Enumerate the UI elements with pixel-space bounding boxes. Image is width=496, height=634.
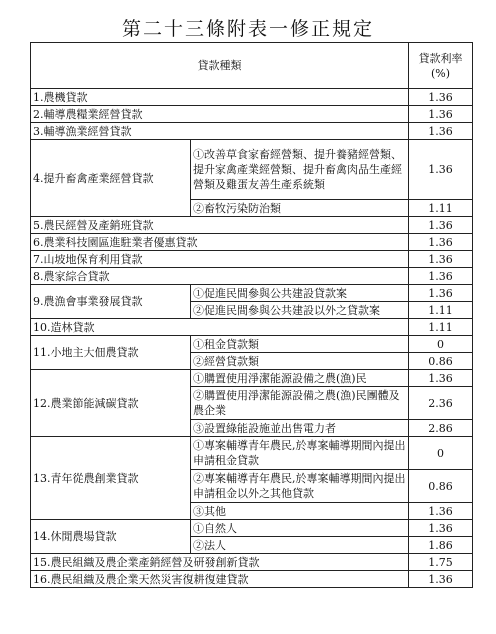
loan-type-name: 7.山坡地保育利用貸款 bbox=[31, 251, 409, 268]
loan-subtype-label: ①購置使用淨潔能源設備之農(漁)民 bbox=[191, 370, 409, 387]
loan-rate-value: 0 bbox=[409, 437, 473, 470]
loan-subtype-label: ②法人 bbox=[191, 537, 409, 554]
loan-rate-value: 1.11 bbox=[409, 302, 473, 319]
loan-type-name: 16.農民組織及農企業天然災害復耕復建貸款 bbox=[31, 571, 409, 588]
loan-subtype-label: ①租金貸款類 bbox=[191, 336, 409, 353]
loan-rate-value: 1.36 bbox=[409, 251, 473, 268]
loan-subtype-label: ③設置綠能設施並出售電力者 bbox=[191, 420, 409, 437]
table-row bbox=[31, 336, 473, 353]
loan-type-name: 12.農業節能減碳貸款 bbox=[31, 370, 191, 437]
loan-subtype-label: ①促進民間參與公共建設貸款案 bbox=[191, 285, 409, 302]
loan-rate-value: 1.11 bbox=[409, 319, 473, 336]
table-row bbox=[31, 140, 473, 200]
loan-subtype-label: ③其他 bbox=[191, 503, 409, 520]
loan-type-name: 5.農民經營及產銷班貸款 bbox=[31, 217, 409, 234]
table-row bbox=[31, 319, 473, 336]
loan-rate-value: 1.86 bbox=[409, 537, 473, 554]
table-row bbox=[31, 217, 473, 234]
loan-subtype-label: ②經營貸款類 bbox=[191, 353, 409, 370]
header-loan-type: 貸款種類 bbox=[31, 43, 409, 89]
loan-type-name: 13.青年從農創業貸款 bbox=[31, 437, 191, 520]
loan-rate-value: 1.36 bbox=[409, 217, 473, 234]
page-title: 第二十三條附表一修正規定 bbox=[121, 18, 374, 40]
table-row bbox=[31, 268, 473, 285]
loan-rate-value: 0 bbox=[409, 336, 473, 353]
table-row bbox=[31, 437, 473, 470]
loan-rate-value: 1.36 bbox=[409, 370, 473, 387]
table-row bbox=[31, 106, 473, 123]
loan-rate-value: 0.86 bbox=[409, 470, 473, 503]
header-loan-rate: 貸款利率(%) bbox=[409, 43, 473, 89]
table-row bbox=[31, 234, 473, 251]
loan-type-name: 2.輔導農糧業經營貸款 bbox=[31, 106, 409, 123]
loan-subtype-label: ①自然人 bbox=[191, 520, 409, 537]
loan-subtype-label: ①專案輔導青年農民,於專案輔導期間內提出申請租金貸款 bbox=[191, 437, 409, 470]
table-row bbox=[31, 89, 473, 106]
loan-type-name: 10.造林貸款 bbox=[31, 319, 409, 336]
table-row bbox=[31, 285, 473, 302]
table-body bbox=[31, 43, 473, 588]
loan-subtype-label: ②畜牧污染防治類 bbox=[191, 200, 409, 217]
loan-type-name: 15.農民組織及農企業產銷經營及研發創新貸款 bbox=[31, 554, 409, 571]
loan-rate-value: 1.36 bbox=[409, 571, 473, 588]
table-row bbox=[31, 370, 473, 387]
loan-rate-value: 1.11 bbox=[409, 200, 473, 217]
loan-rate-value: 0.86 bbox=[409, 353, 473, 370]
loan-rate-value: 1.36 bbox=[409, 234, 473, 251]
loan-type-name: 4.提升畜禽產業經營貸款 bbox=[31, 140, 191, 217]
loan-rate-value: 1.36 bbox=[409, 89, 473, 106]
table-row bbox=[31, 554, 473, 571]
loan-rate-value: 2.86 bbox=[409, 420, 473, 437]
header-row bbox=[31, 43, 473, 89]
loan-rate-value: 1.36 bbox=[409, 268, 473, 285]
loan-type-name: 6.農業科技園區進駐業者優惠貸款 bbox=[31, 234, 409, 251]
loan-rate-value: 1.36 bbox=[409, 123, 473, 140]
table-row bbox=[31, 571, 473, 588]
loan-rate-value: 1.36 bbox=[409, 503, 473, 520]
loan-subtype-label: ②促進民間參與公共建設以外之貸款案 bbox=[191, 302, 409, 319]
loan-subtype-label: ②專案輔導青年農民,於專案輔導期間內提出申請租金以外之其他貸款 bbox=[191, 470, 409, 503]
table-row bbox=[31, 123, 473, 140]
table-row bbox=[31, 520, 473, 537]
loan-type-name: 14.休閒農場貸款 bbox=[31, 520, 191, 554]
loan-type-name: 3.輔導漁業經營貸款 bbox=[31, 123, 409, 140]
loan-type-name: 11.小地主大佃農貸款 bbox=[31, 336, 191, 370]
loan-subtype-label: ①改善草食家畜經營類、提升養豬經營類、提升家禽產業經營類、提升畜禽肉品生產經營類及雞蛋友善生產系統類 bbox=[191, 140, 409, 200]
loan-type-name: 9.農漁會事業發展貸款 bbox=[31, 285, 191, 319]
loan-rate-value: 2.36 bbox=[409, 387, 473, 420]
loan-type-name: 8.農家綜合貸款 bbox=[31, 268, 409, 285]
loan-rate-value: 1.75 bbox=[409, 554, 473, 571]
loan-rate-value: 1.36 bbox=[409, 140, 473, 200]
table-row bbox=[31, 251, 473, 268]
loan-type-name: 1.農機貸款 bbox=[31, 89, 409, 106]
loan-rate-value: 1.36 bbox=[409, 520, 473, 537]
loan-rate-value: 1.36 bbox=[409, 106, 473, 123]
loan-rate-table bbox=[30, 42, 473, 588]
loan-subtype-label: ②購置使用淨潔能源設備之農(漁)民團體及農企業 bbox=[191, 387, 409, 420]
loan-rate-value: 1.36 bbox=[409, 285, 473, 302]
